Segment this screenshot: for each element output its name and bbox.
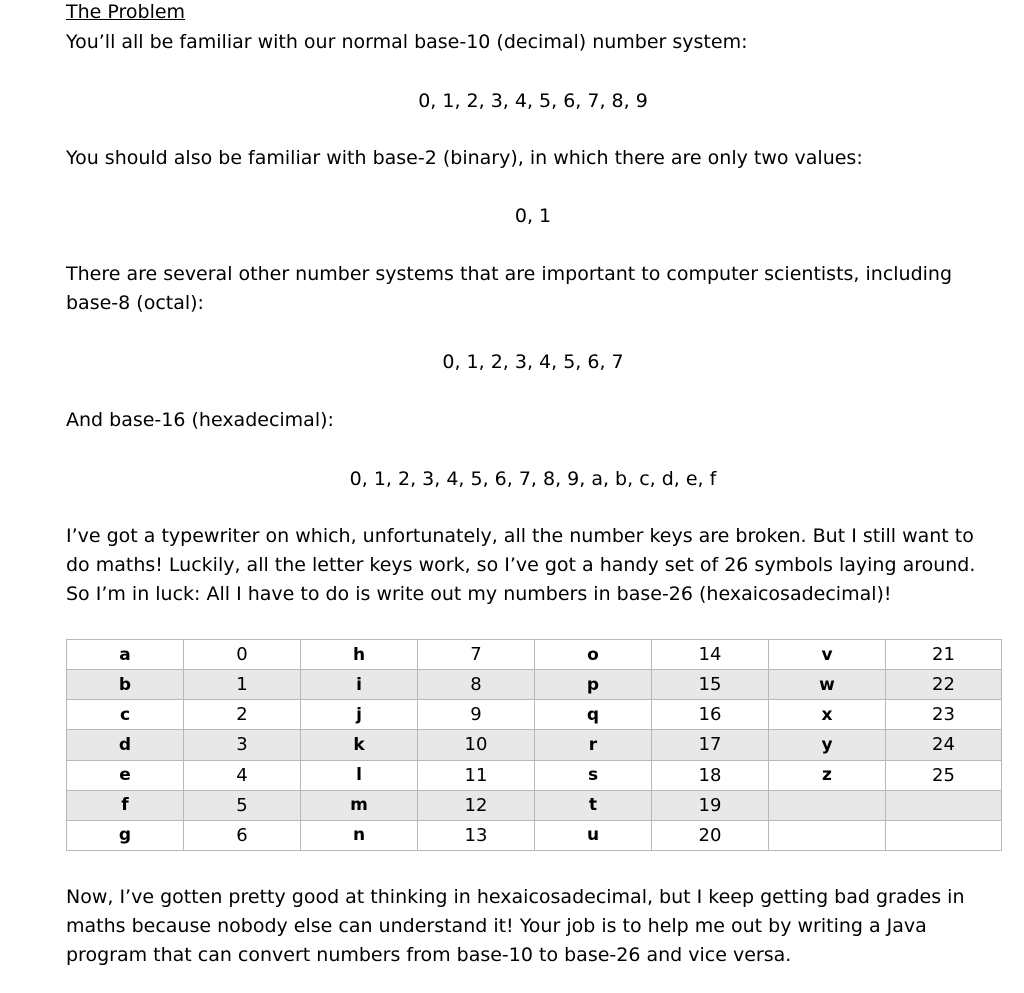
value-cell: 9 [418,700,535,730]
octal-intro-line1: There are several other number systems that are important to computer scientists, including [66,263,953,285]
letter-cell: a [67,640,184,670]
value-cell: 13 [418,820,535,850]
value-cell: 2 [184,700,301,730]
letter-cell: d [67,730,184,760]
letter-cell: z [769,760,886,790]
value-cell: 18 [652,760,769,790]
page-heading: The Problem [66,1,186,23]
octal-digits: 0, 1, 2, 3, 4, 5, 6, 7 [442,351,624,373]
letter-cell: y [769,730,886,760]
value-cell: 22 [886,670,1002,700]
letter-cell: l [301,760,418,790]
table-row [67,670,1002,700]
hex-intro: And base-16 (hexadecimal): [66,409,334,431]
octal-intro-line2: base-8 (octal): [66,292,204,314]
letter-cell: w [769,670,886,700]
decimal-intro: You’ll all be familiar with our normal base-10 (decimal) number system: [66,31,748,53]
base26-lookup-table [66,639,1002,851]
table-row [67,820,1002,850]
table-row [67,700,1002,730]
hex-digits: 0, 1, 2, 3, 4, 5, 6, 7, 8, 9, a, b, c, d, e, f [349,468,717,490]
value-cell: 14 [652,640,769,670]
letter-cell [769,820,886,850]
value-cell: 12 [418,790,535,820]
letter-cell: h [301,640,418,670]
table-row [67,730,1002,760]
letter-cell: e [67,760,184,790]
letter-cell: f [67,790,184,820]
closing-line1: Now, I’ve gotten pretty good at thinking in hexaicosadecimal, but I keep getting bad grades in [66,886,965,908]
closing-line3: program that can convert numbers from base-10 to base-26 and vice versa. [66,944,792,966]
decimal-digits: 0, 1, 2, 3, 4, 5, 6, 7, 8, 9 [418,90,648,112]
letter-cell: c [67,700,184,730]
letter-cell: r [535,730,652,760]
letter-cell: g [67,820,184,850]
typewriter-line2: do maths! Luckily, all the letter keys work, so I’ve got a handy set of 26 symbols laying around. [66,554,976,576]
letter-cell: b [67,670,184,700]
letter-cell [769,790,886,820]
value-cell: 24 [886,730,1002,760]
value-cell: 16 [652,700,769,730]
letter-cell: p [535,670,652,700]
value-cell: 8 [418,670,535,700]
letter-cell: s [535,760,652,790]
value-cell: 3 [184,730,301,760]
table-row [67,640,1002,670]
letter-cell: x [769,700,886,730]
value-cell: 15 [652,670,769,700]
binary-digits: 0, 1 [514,205,552,227]
value-cell: 21 [886,640,1002,670]
typewriter-line1: I’ve got a typewriter on which, unfortunately, all the number keys are broken. But I still want to [66,525,974,547]
letter-cell: k [301,730,418,760]
typewriter-line3: So I’m in luck: All I have to do is write out my numbers in base-26 (hexaicosadecimal)! [66,583,892,605]
value-cell: 1 [184,670,301,700]
value-cell: 19 [652,790,769,820]
closing-line2: maths because nobody else can understand it! Your job is to help me out by writing a Java [66,915,927,937]
letter-cell: j [301,700,418,730]
letter-cell: u [535,820,652,850]
letter-cell: m [301,790,418,820]
binary-intro: You should also be familiar with base-2 (binary), in which there are only two values: [66,147,863,169]
letter-cell: i [301,670,418,700]
value-cell: 4 [184,760,301,790]
letter-cell: v [769,640,886,670]
letter-cell: q [535,700,652,730]
value-cell: 20 [652,820,769,850]
value-cell: 25 [886,760,1002,790]
table-row [67,790,1002,820]
value-cell: 5 [184,790,301,820]
value-cell [886,820,1002,850]
value-cell: 17 [652,730,769,760]
value-cell [886,790,1002,820]
table-row [67,760,1002,790]
value-cell: 0 [184,640,301,670]
value-cell: 23 [886,700,1002,730]
value-cell: 7 [418,640,535,670]
value-cell: 6 [184,820,301,850]
letter-cell: o [535,640,652,670]
value-cell: 10 [418,730,535,760]
value-cell: 11 [418,760,535,790]
letter-cell: n [301,820,418,850]
letter-cell: t [535,790,652,820]
